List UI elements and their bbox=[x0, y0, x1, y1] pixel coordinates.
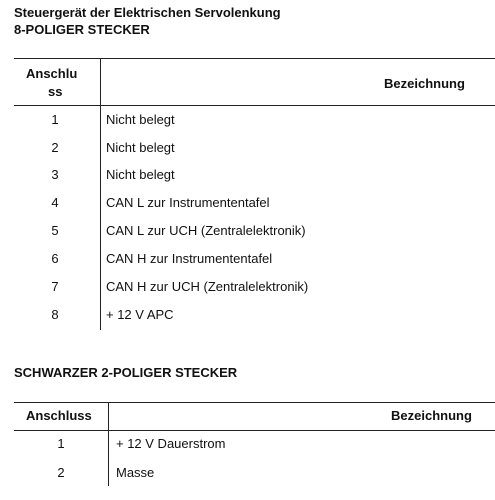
col-header-anschluss-line2: ss bbox=[48, 84, 63, 99]
table-2pin-top-rule bbox=[14, 402, 495, 403]
pin-description: Nicht belegt bbox=[106, 140, 175, 155]
pin-number: 8 bbox=[51, 307, 59, 322]
pin-number: 1 bbox=[57, 436, 65, 451]
pin-number: 4 bbox=[51, 195, 59, 210]
col-header-anschluss-line1: Anschlu bbox=[26, 66, 78, 81]
pin-number: 6 bbox=[51, 251, 59, 266]
table-2pin-header-rule bbox=[14, 430, 495, 431]
pin-description: CAN L zur UCH (Zentralelektronik) bbox=[106, 223, 306, 238]
pin-number: 7 bbox=[51, 279, 59, 294]
table-8pin-column-divider bbox=[100, 59, 101, 330]
pin-number: 2 bbox=[57, 465, 65, 480]
col-header-anschluss: Anschluss bbox=[26, 408, 92, 423]
pin-number: 2 bbox=[51, 140, 59, 155]
table-8pin-top-rule bbox=[14, 58, 495, 59]
connector-8pin-title: 8-POLIGER STECKER bbox=[14, 22, 150, 37]
pin-number: 5 bbox=[51, 223, 59, 238]
col-header-bezeichnung: Bezeichnung bbox=[391, 408, 472, 423]
table-8pin-header-rule bbox=[14, 105, 495, 106]
col-header-bezeichnung: Bezeichnung bbox=[384, 76, 465, 91]
pin-description: + 12 V Dauerstrom bbox=[116, 436, 226, 451]
pin-description: CAN H zur Instrumententafel bbox=[106, 251, 273, 266]
pin-number: 3 bbox=[51, 167, 59, 182]
document-title: Steuergerät der Elektrischen Servolenkung bbox=[14, 5, 281, 20]
pin-number: 1 bbox=[51, 112, 59, 127]
pin-description: Nicht belegt bbox=[106, 167, 175, 182]
pin-description: Masse bbox=[116, 465, 155, 480]
connector-2pin-title: SCHWARZER 2-POLIGER STECKER bbox=[14, 365, 238, 380]
table-2pin-column-divider bbox=[108, 403, 109, 486]
pin-description: CAN H zur UCH (Zentralelektronik) bbox=[106, 279, 309, 294]
pin-description: + 12 V APC bbox=[106, 307, 174, 322]
pin-description: CAN L zur Instrumententafel bbox=[106, 195, 270, 210]
pin-description: Nicht belegt bbox=[106, 112, 175, 127]
